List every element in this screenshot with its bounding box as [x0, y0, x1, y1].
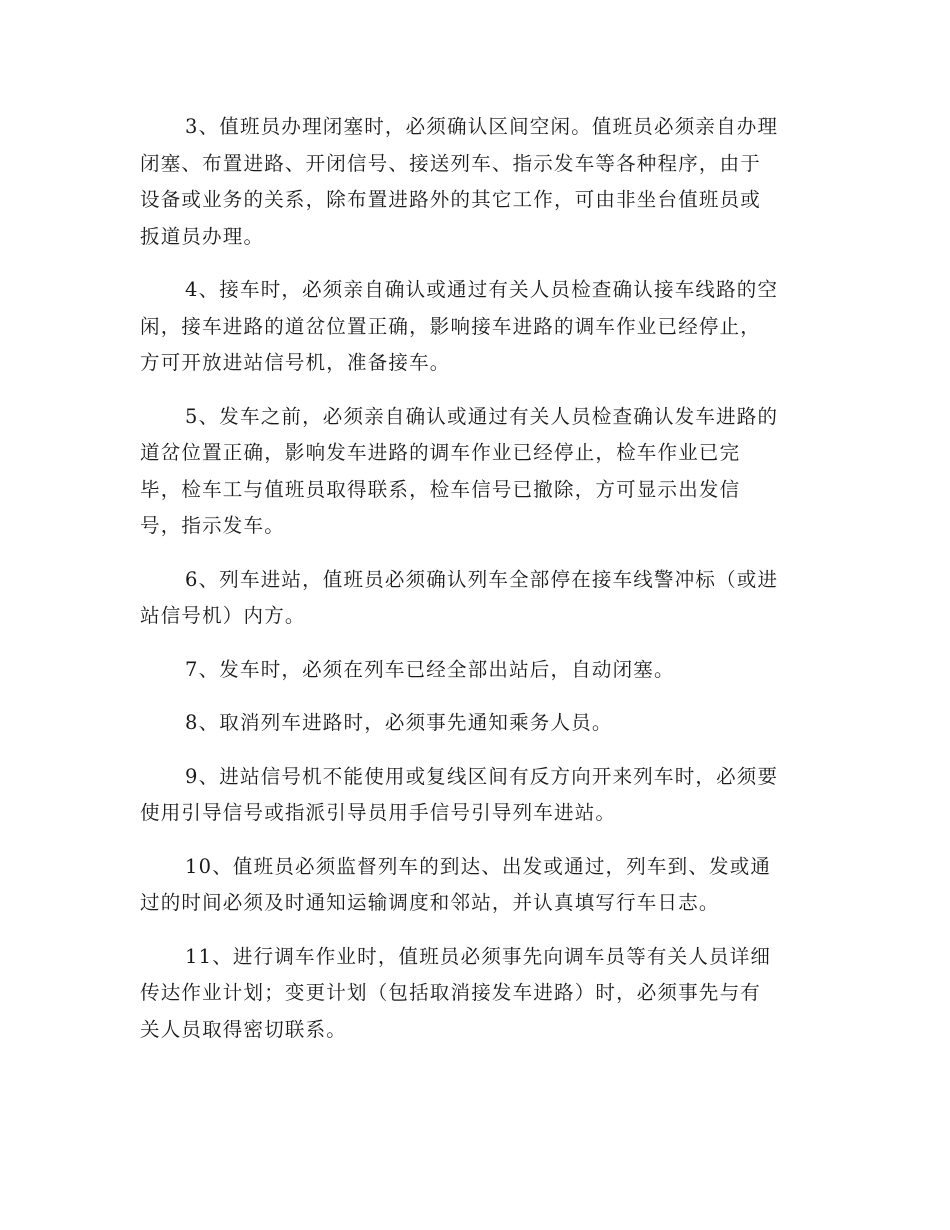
paragraph-item-6: [140, 562, 808, 635]
paragraph-item-5: [140, 399, 808, 545]
paragraph-line: 关人员取得密切联系。: [140, 1017, 348, 1041]
paragraph-line: 8、取消列车进路时，必须事先通知乘务人员。: [185, 711, 613, 734]
paragraph-line: 传达作业计划；变更计划（包括取消接发车进路）时，必须事先与有: [140, 981, 762, 1004]
paragraph-line: 5、发车之前，必须亲自确认或通过有关人员检查确认发车进路的: [185, 404, 779, 428]
paragraph-line: 3、值班员办理闭塞时，必须确认区间空闲。值班员必须亲自办理: [185, 115, 779, 138]
paragraph-line: 10、值班员必须监督列车的到达、出发或通过，列车到、发或通: [185, 854, 772, 878]
paragraph-item-3: [140, 109, 808, 255]
paragraph-line: 11、进行调车作业时，值班员必须事先向调车员等有关人员详细: [185, 944, 772, 968]
paragraph-line: 闭塞、布置进路、开闭信号、接送列车、指示发车等各种程序，由于: [140, 151, 762, 175]
paragraph-line: 号，指示发车。: [140, 514, 285, 537]
paragraph-item-7: [140, 652, 808, 689]
paragraph-line: 过的时间必须及时通知运输调度和邻站，并认真填写行车日志。: [140, 891, 720, 914]
paragraph-item-10: [140, 849, 808, 922]
paragraph-line: 站信号机）内方。: [140, 604, 306, 627]
paragraph-line: 设备或业务的关系，除布置进路外的其它工作，可由非坐台值班员或: [140, 188, 762, 211]
paragraph-line: 扳道员办理。: [140, 224, 265, 248]
document-page: [140, 109, 808, 1065]
paragraph-line: 6、列车进站，值班员必须确认列车全部停在接车线警冲标（或进: [185, 567, 779, 591]
paragraph-line: 闲，接车进路的道岔位置正确，影响接车进路的调车作业已经停止，: [140, 314, 762, 338]
paragraph-line: 4、接车时，必须亲自确认或通过有关人员检查确认接车线路的空: [185, 278, 779, 301]
paragraph-line: 7、发车时，必须在列车已经全部出站后，自动闭塞。: [185, 657, 675, 681]
paragraph-item-8: [140, 705, 808, 742]
paragraph-line: 使用引导信号或指派引导员用手信号引导列车进站。: [140, 801, 617, 824]
paragraph-item-9: [140, 759, 808, 832]
paragraph-line: 方可开放进站信号机，准备接车。: [140, 351, 451, 374]
paragraph-item-11: [140, 939, 808, 1049]
paragraph-line: 毕，检车工与值班员取得联系，检车信号已撤除，方可显示出发信: [140, 477, 741, 501]
paragraph-item-4: [140, 272, 808, 382]
paragraph-line: 道岔位置正确，影响发车进路的调车作业已经停止，检车作业已完: [140, 441, 741, 464]
paragraph-line: 9、进站信号机不能使用或复线区间有反方向开来列车时，必须要: [185, 764, 779, 788]
